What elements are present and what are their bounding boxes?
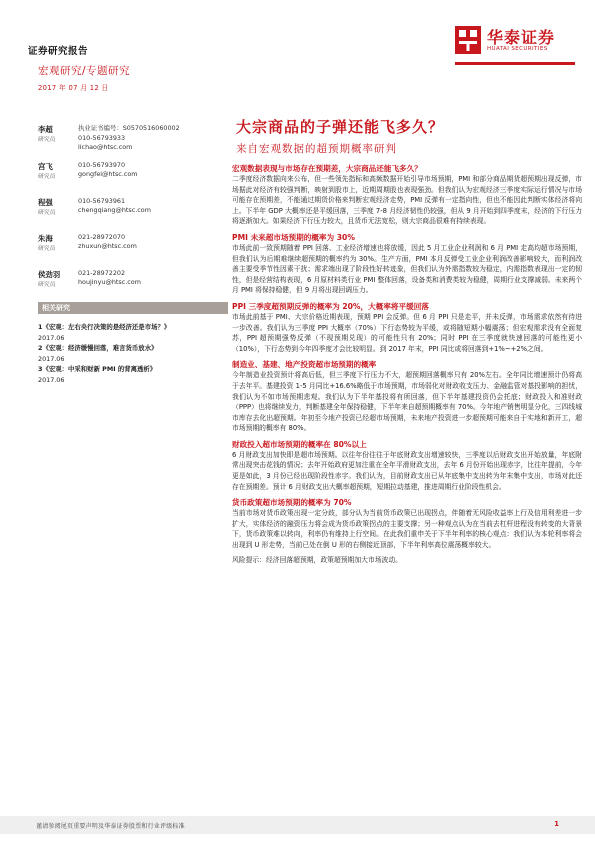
report-title: 大宗商品的子弹还能飞多久？ [236,118,445,136]
company-logo [455,24,585,64]
related-item[interactable] [38,343,228,364]
related-research-list [38,322,228,385]
analyst-phone: 010-56793961 [78,196,126,205]
related-item-title[interactable]: 3《宏观：中采和财新 PMI 的背离透析》 [38,365,157,373]
section-heading: 货币政策超市场预期的概率为 70% [232,498,352,508]
analyst-card [38,161,233,189]
section-paragraph: 6 月财政支出加快即是超市场预期。以往年份往往于年底财政支出增速较快，三季度以后财政支出开始放量，年底附常出现突击花钱的情况；去年开始政府更加注重在全年平滑财政支出，去年 6 月份开始出现赤字，比往年提前，今年更是如此，3 月份已经出现阶段性赤字。我们认为，目前财政支出已从年底集中支出转为年末集中支出，市场对此还存在预期差。预计 6 月财政支出大概率超预期，短期拉动基建，推进周期行业阶段性机会。 [232,450,582,491]
section-paragraph: 今年制造业投资预计将高后低，但三季度下行压力不大，超预期回落概率只有 20%左右。全年同比增速预计仍将高于去年平。基建投资 1-5 月同比+16.6%略低于市场预期，市场弱化对财政收支压力、金融监管对基投影响的担忧，我们认为不如市场预期悲观。我们认为下半年基投将有所回落，但下半年基建投资仍会托底；财政投入和准财政（PPP）也将继续发力，判断基建全年保持稳健，下半年来自超预期概率有 70%。今年地产销售明显分化，三四线城市库存去化出超预期。年初至今地产投资已经超市场预期，未来地产投资进一步超预期可能来自于实地和新开工，超市场预期的概率有 80%。 [232,371,582,433]
analyst-email[interactable]: lichao@htsc.com [78,143,133,152]
report-category: 宏观研究/专题研究 [38,65,131,77]
related-item-title[interactable]: 2《宏观：经济缓慢回落，难言货币放水》 [38,344,158,352]
analyst-role: 研究员 [38,137,56,143]
analyst-role: 研究员 [38,209,56,216]
analyst-email[interactable]: zhuxun@htsc.com [78,242,137,251]
analyst-phone: 021-28972070 [78,232,126,241]
analyst-name: 宫飞 [38,161,53,171]
analyst-role: 研究员 [38,245,56,252]
analyst-phone: 010-56793970 [78,160,126,169]
section-heading: PMI 未来超市场预期的概率为 30% [232,232,355,242]
analyst-name: 侯劲羽 [38,269,61,279]
analyst-card [38,233,233,261]
analyst-card [38,269,233,297]
logo-mark-icon [455,26,481,54]
report-subtitle: 来自宏观数据的超预期概率研判 [236,143,397,155]
analyst-name: 朱海 [38,233,53,243]
logo-text-cn: 华泰证券 [487,28,556,47]
report-date: 2017 年 07 月 12 日 [38,84,109,92]
analyst-role: 研究员 [38,173,56,180]
section-heading: 宏观数据表现与市场存在预期差，大宗商品还能飞多久？ [232,164,422,173]
analyst-email[interactable]: chengqiang@htsc.com [78,206,151,215]
related-item-date: 2017.06 [38,375,65,384]
section-paragraph: 市场此前一致预期随着 PPI 回落、工业经济增速也将放缓，因此 5 月工业企业利润和 6 月 PMI 走高均超市场预期，但我们认为后期难继续超预期的概率约为 30%。生产方面，PMI 本月反弹受工业企业利润改善影响较大，而利润改善主要受季节性因素干扰；需求端出现了阶段性好转迹象，但我们认为外需指数较为稳定，内需指数表现出一定的韧性，但是经营结构表现，6 月原材料类行业 PMI 整体回落，设备类和消费类较为稳健，周期行业支撑减弱。未来两个月 PMI 将保持稳健，但 9 月将出现回调压力。 [232,243,582,295]
section-paragraph: 当前市场对货币政策出现一定分歧，部分认为当前货币政策已出现拐点，伴随着无风险收益率上行及信用利差进一步扩大，实体经济的融资压力将会成为货币政策拐点的主要支撑；另一种观点认为在当前去杠杆进程没有转变的大背景下，货币政策难以转向，利率仍有维持上行空间。在此我们重申关于下半年利率的核心观点：我们认为本轮利率将会出现到 U 形走势，当前已处在倒 U 形的右侧接近顶部，下半年利率高位震荡概率较大。 [232,509,582,550]
analyst-card [38,197,233,225]
footer-disclaimer[interactable]: 谨请参阅尾页重要声明及华泰证券股票和行业评级标准 [36,823,185,830]
related-research-label: 相关研究 [42,304,70,312]
doc-type-label: 证券研究报告 [28,46,89,57]
analyst-name: 李超 [38,125,53,134]
logo-underline [455,62,575,65]
risk-warning: 风险提示：经济回落超预期，政策超预期加大市场波动。 [232,555,402,564]
related-item[interactable] [38,364,228,385]
related-item-title[interactable]: 1《宏观：左右央行决策的是经济还是市场？》 [38,323,171,331]
related-item-date: 2017.06 [38,333,65,342]
analyst-list [38,124,233,305]
section-heading: PPI 三季度超预期反弹的概率为 20%，大概率将平缓回落 [232,301,429,311]
analyst-role: 研究员 [38,281,56,288]
section-paragraph: 二季度经济数据向来公布，但一些领先指标和高频数据开始引导市场预期，PMI 和部分商品期货超预期出现反弹，市场据此对经济有较强判断，映射到股市上，近期周期股也表现强劲。但我们认为宏观经济三季度实际运行情况与市场可能存在预期差，不能通过期货价格来判断宏观经济走势，PMI 反弹有一定指向性，但也不能因此判断实体经济将向上。下半年 GDP 大概率还是平缓回落，三季度 7-8 月经济韧性仍较强，但从 9 月开始到四季度末，经济的下行压力将逐渐加大。如果经济下行压力较大，且货币无法宽松，则大宗商品很难有持续表现。 [232,175,582,226]
analyst-card [38,124,233,153]
report-body [232,163,582,566]
related-item-date: 2017.06 [38,354,65,363]
section-paragraph: 市场此前基于 PMI、大宗价格近期表现，预期 PPI 会反弹。但 6 月 PPI 只是走平，并未反弹，市场需求依然有待进一步改善。我们认为三季度 PPI 大概率（70%）下行态势较为平缓，或将随短期小幅震荡；但宏观需求没有全面复苏，PPI 超预期强势反弹（不现预期兑现）的可能性只有 20%；同时 PPI 在三季度就快速回落的可能性更小（10%），下行态势到今年四季度才会比较明显。到 2017 年末，PPI 同比或将回落到+1%~+2%之间。 [232,312,582,353]
analyst-cert: 执业证书编号：S0570516060002 [78,124,180,132]
analyst-phone: 021-28972202 [78,268,126,277]
analyst-name: 程强 [38,197,53,207]
analyst-email[interactable]: houjinyu@htsc.com [78,278,141,287]
analyst-phone: 010-56793933 [78,133,126,142]
section-heading: 财政投入超市场预期的概率在 80%以上 [232,439,367,449]
analyst-email[interactable]: gongfei@htsc.com [78,170,138,179]
logo-text-en: HUATAI SECURITIES [487,46,548,52]
page-number: 1 [554,820,559,828]
section-heading: 制造业、基建、地产投资超市场预期的概率 [232,360,377,370]
related-item[interactable] [38,322,228,343]
related-research-header [38,302,228,314]
